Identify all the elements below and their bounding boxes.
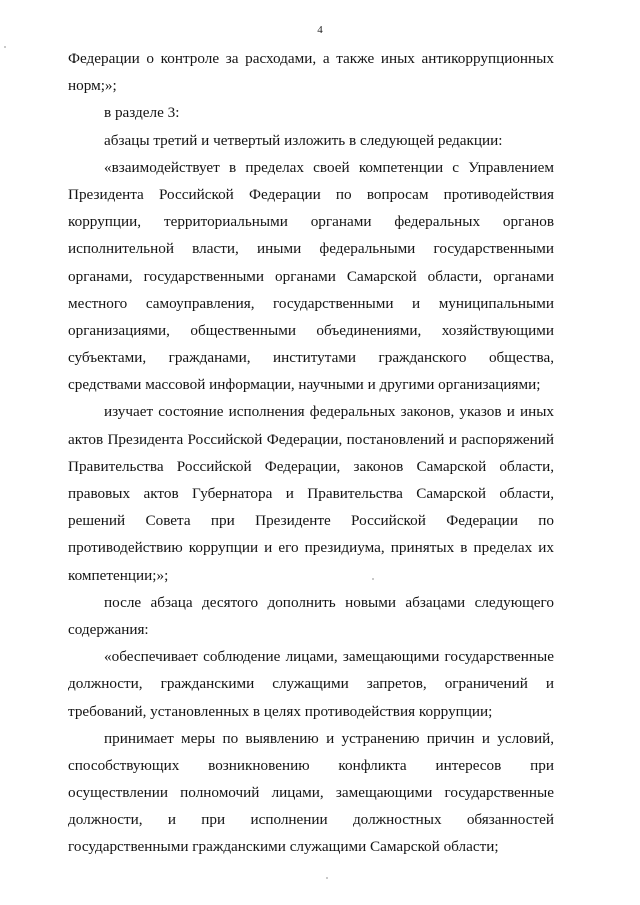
text-line: должности, и при исполнении должностных обязанностей <box>68 811 554 829</box>
text-line: актов Президента Российской Федерации, постановлений и распоряжений <box>68 430 554 448</box>
text-line: абзацы третий и четвертый изложить в следующей редакции: <box>104 131 503 149</box>
text-line: в разделе 3: <box>104 104 180 122</box>
scan-speck <box>372 578 374 580</box>
text-line: «обеспечивает соблюдение лицами, замещающими государственные <box>104 648 554 666</box>
text-line: коррупции, территориальными органами федеральных органов <box>68 213 554 231</box>
text-line: Правительства Российской Федерации, законов Самарской области, <box>68 457 554 475</box>
text-line: Федерации о контроле за расходами, а также иных антикоррупционных <box>68 50 554 67</box>
text-line: «взаимодействует в пределах своей компетенции с Управлением <box>104 158 554 176</box>
text-line: способствующих возникновению конфликта интересов при <box>68 756 554 774</box>
text-line: изучает состояние исполнения федеральных законов, указов и иных <box>104 403 554 421</box>
scan-speck <box>326 877 328 879</box>
text-line: исполнительной власти, иными федеральными государственными <box>68 240 554 258</box>
text-line: должности, гражданскими служащими запретов, ограничений и <box>68 675 554 693</box>
text-line: противодействию коррупции и его президиума, принятых в пределах их <box>68 539 554 557</box>
text-line: органами, государственными органами Самарской области, органами <box>68 267 554 285</box>
text-line: организациями, общественными объединениями, хозяйствующими <box>68 321 554 339</box>
text-line: после абзаца десятого дополнить новыми абзацами следующего <box>104 593 554 611</box>
text-line: правовых актов Губернатора и Правительства Самарской области, <box>68 485 554 502</box>
document-body <box>68 45 554 861</box>
text-line: норм;»; <box>68 77 117 95</box>
text-line: местного самоуправления, государственными и муниципальными <box>68 294 554 312</box>
text-line: средствами массовой информации, научными и другими организациями; <box>68 376 541 394</box>
page-number: 4 <box>317 24 323 36</box>
text-line: принимает меры по выявлению и устранению причин и условий, <box>104 729 554 747</box>
text-line: субъектами, гражданами, институтами гражданского общества, <box>68 349 554 367</box>
text-line: осуществлении полномочий лицами, замещающими государственные <box>68 784 554 802</box>
scan-speck <box>4 46 6 48</box>
text-line: компетенции;»; <box>68 566 169 584</box>
text-line: решений Совета при Президенте Российской Федерации по <box>68 512 554 530</box>
text-line: требований, установленных в целях противодействия коррупции; <box>68 702 493 720</box>
text-line: государственными гражданскими служащими Самарской области; <box>68 838 499 856</box>
text-line: содержания: <box>68 620 149 638</box>
text-line: Президента Российской Федерации по вопросам противодействия <box>68 185 554 203</box>
